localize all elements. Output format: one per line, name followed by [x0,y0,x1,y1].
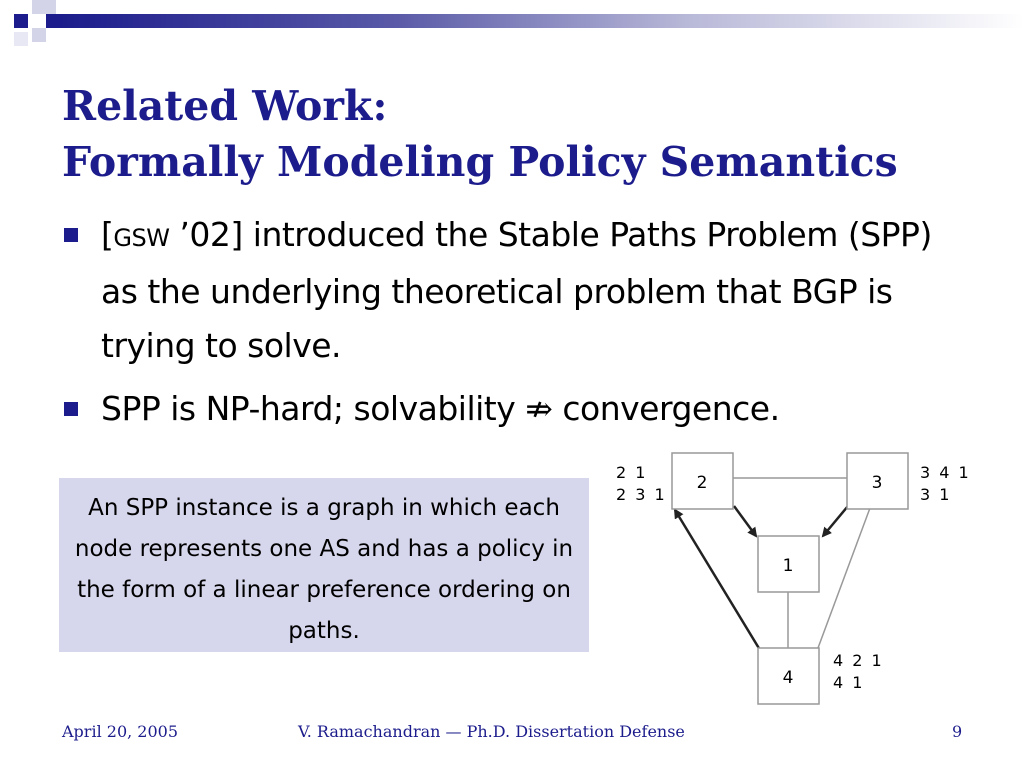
footer-presenter: V. Ramachandran — Ph.D. Dissertation Defense [298,722,685,741]
square-bullet-icon [64,228,78,242]
node-3-path-2: 3 1 [920,485,952,504]
bullet-1-body: introduced the Stable Paths Problem (SPP) as the underlying theoretical problem that BGP is trying to solve. [101,215,932,365]
corner-square-3 [46,14,60,28]
title-line-2: Formally Modeling Policy Semantics [62,138,898,186]
citation-gsw: GSW [113,224,170,252]
edge-3-to-1-arrow [823,506,848,536]
graph-node-3 [847,453,908,509]
callout-box [59,478,589,652]
bullet-2-before: SPP is NP-hard; solvability [101,389,526,428]
graph-node-4 [758,648,819,704]
node-2-label: 2 [696,473,708,493]
graph-node-2 [672,453,733,509]
callout-text: An SPP instance is a graph in which each node represents one AS and has a policy in the form of a linear preference ordering on paths. [74,495,574,644]
bullet-2-after: convergence. [552,389,780,428]
corner-square-1 [14,14,28,28]
node-3-label: 3 [871,473,883,493]
bullet-2-text [101,382,944,436]
citation-year: ’02] [169,215,243,254]
node-2-path-1: 2 1 [616,463,648,482]
edge-3-4 [818,508,870,648]
node-4-label: 4 [782,668,794,688]
corner-square-2 [32,0,56,14]
bullet-2 [64,382,944,436]
node-1-label: 1 [782,556,794,576]
node-3-path-1: 3 4 1 [920,463,971,482]
slide-title [62,78,1002,190]
node-2-path-2: 2 3 1 [616,485,667,504]
corner-square-4 [32,28,46,42]
bullet-1 [64,208,944,373]
header-gradient-bar [60,14,1024,28]
edge-2-to-1-arrow [734,506,756,536]
title-line-1: Related Work: [62,82,388,130]
cite-bracket-open: [ [101,215,114,254]
graph-node-1 [758,536,819,592]
bullet-1-text [101,208,944,373]
footer-date: April 20, 2005 [62,722,179,741]
corner-square-5 [14,32,28,46]
node-4-path-1: 4 2 1 [833,651,884,670]
square-bullet-icon [64,402,78,416]
node-4-path-2: 4 1 [833,673,865,692]
does-not-imply-symbol: ⇏ [525,389,553,428]
footer-page-number: 9 [952,722,963,741]
edge-4-to-2-arrow [675,510,760,650]
spp-graph [600,450,1024,710]
